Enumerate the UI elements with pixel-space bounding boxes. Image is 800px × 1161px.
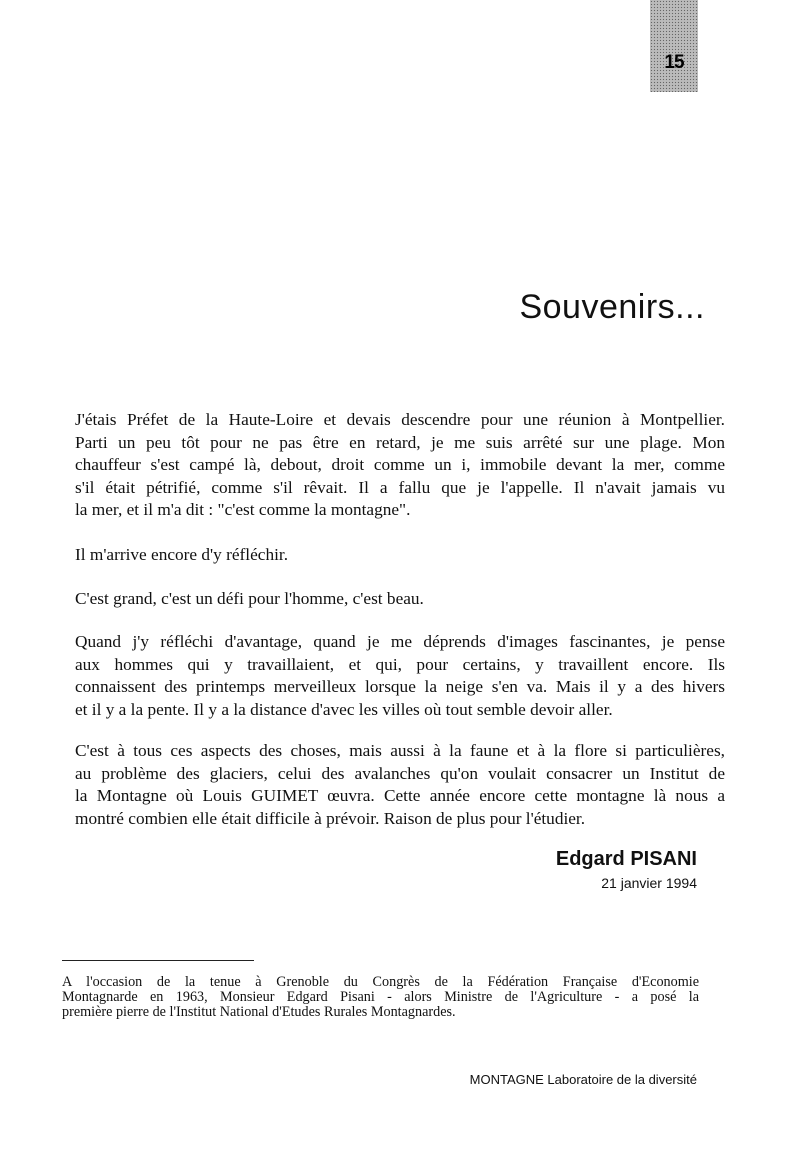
signature-date: 21 janvier 1994 xyxy=(601,875,697,891)
page-footer: MONTAGNE Laboratoire de la diversité xyxy=(469,1072,697,1087)
footnote-rule xyxy=(62,960,254,961)
paragraph-1 xyxy=(75,409,725,522)
page-number-tab xyxy=(650,0,698,92)
signature-name: Edgard PISANI xyxy=(555,848,697,870)
text-line: Il m'arrive encore d'y réfléchir. xyxy=(75,545,289,564)
text-line: et il y a la pente. Il y a la distance d'avec les villes où tout semble devoir aller. xyxy=(75,699,613,719)
text-line: Quand j'y réfléchi d'avantage, quand je me déprends d'images fascinantes, je pense xyxy=(75,632,725,651)
footnote-line: première pierre de l'Institut National d'Etudes Rurales Montagnardes. xyxy=(62,1004,456,1020)
text-line: la Montagne où Louis GUIMET œuvra. Cette année encore cette montagne là nous a xyxy=(75,786,725,806)
text-line: s'il était pétrifié, comme s'il rêvait. Il a fallu que je l'appelle. Il n'avait jamais vu xyxy=(75,477,725,497)
paragraph-4 xyxy=(75,631,725,721)
paragraph-5 xyxy=(75,740,725,830)
text-line: montré combien elle était difficile à prévoir. Raison de plus pour l'étudier. xyxy=(75,808,586,828)
text-line: chauffeur s'est campé là, debout, droit comme un i, immobile devant la mer, comme xyxy=(75,455,725,475)
page-number: 15 xyxy=(664,52,684,73)
text-line: la mer, et il m'a dit : "c'est comme la montagne". xyxy=(75,500,411,520)
footnote-line: A l'occasion de la tenue à Grenoble du Congrès de la Fédération Française d'Economie xyxy=(62,974,699,990)
text-line: connaissent des printemps merveilleux lorsque la neige s'en va. Mais il y a des hivers xyxy=(75,677,725,697)
text-line: J'étais Préfet de la Haute-Loire et devais descendre pour une réunion à Montpellier. xyxy=(75,410,725,429)
text-line: C'est à tous ces aspects des choses, mais aussi à la faune et à la flore si particulières, xyxy=(75,741,725,760)
text-line: aux hommes qui y travaillaient, et qui, pour certains, y travaillent encore. Ils xyxy=(75,654,725,674)
footnote xyxy=(62,975,699,1020)
text-line: au problème des glaciers, celui des avalanches qu'on voulait consacrer un Institut de xyxy=(75,763,725,783)
text-line: C'est grand, c'est un défi pour l'homme, c'est beau. xyxy=(75,589,424,608)
page-title: Souvenirs... xyxy=(519,288,705,326)
paragraph-3 xyxy=(75,588,725,611)
paragraph-2 xyxy=(75,544,725,567)
text-line: Parti un peu tôt pour ne pas être en retard, je me suis arrêté sur une plage. Mon xyxy=(75,432,725,452)
footnote-line: Montagnarde en 1963, Monsieur Edgard Pisani - alors Ministre de l'Agriculture - a posé la xyxy=(62,989,699,1005)
